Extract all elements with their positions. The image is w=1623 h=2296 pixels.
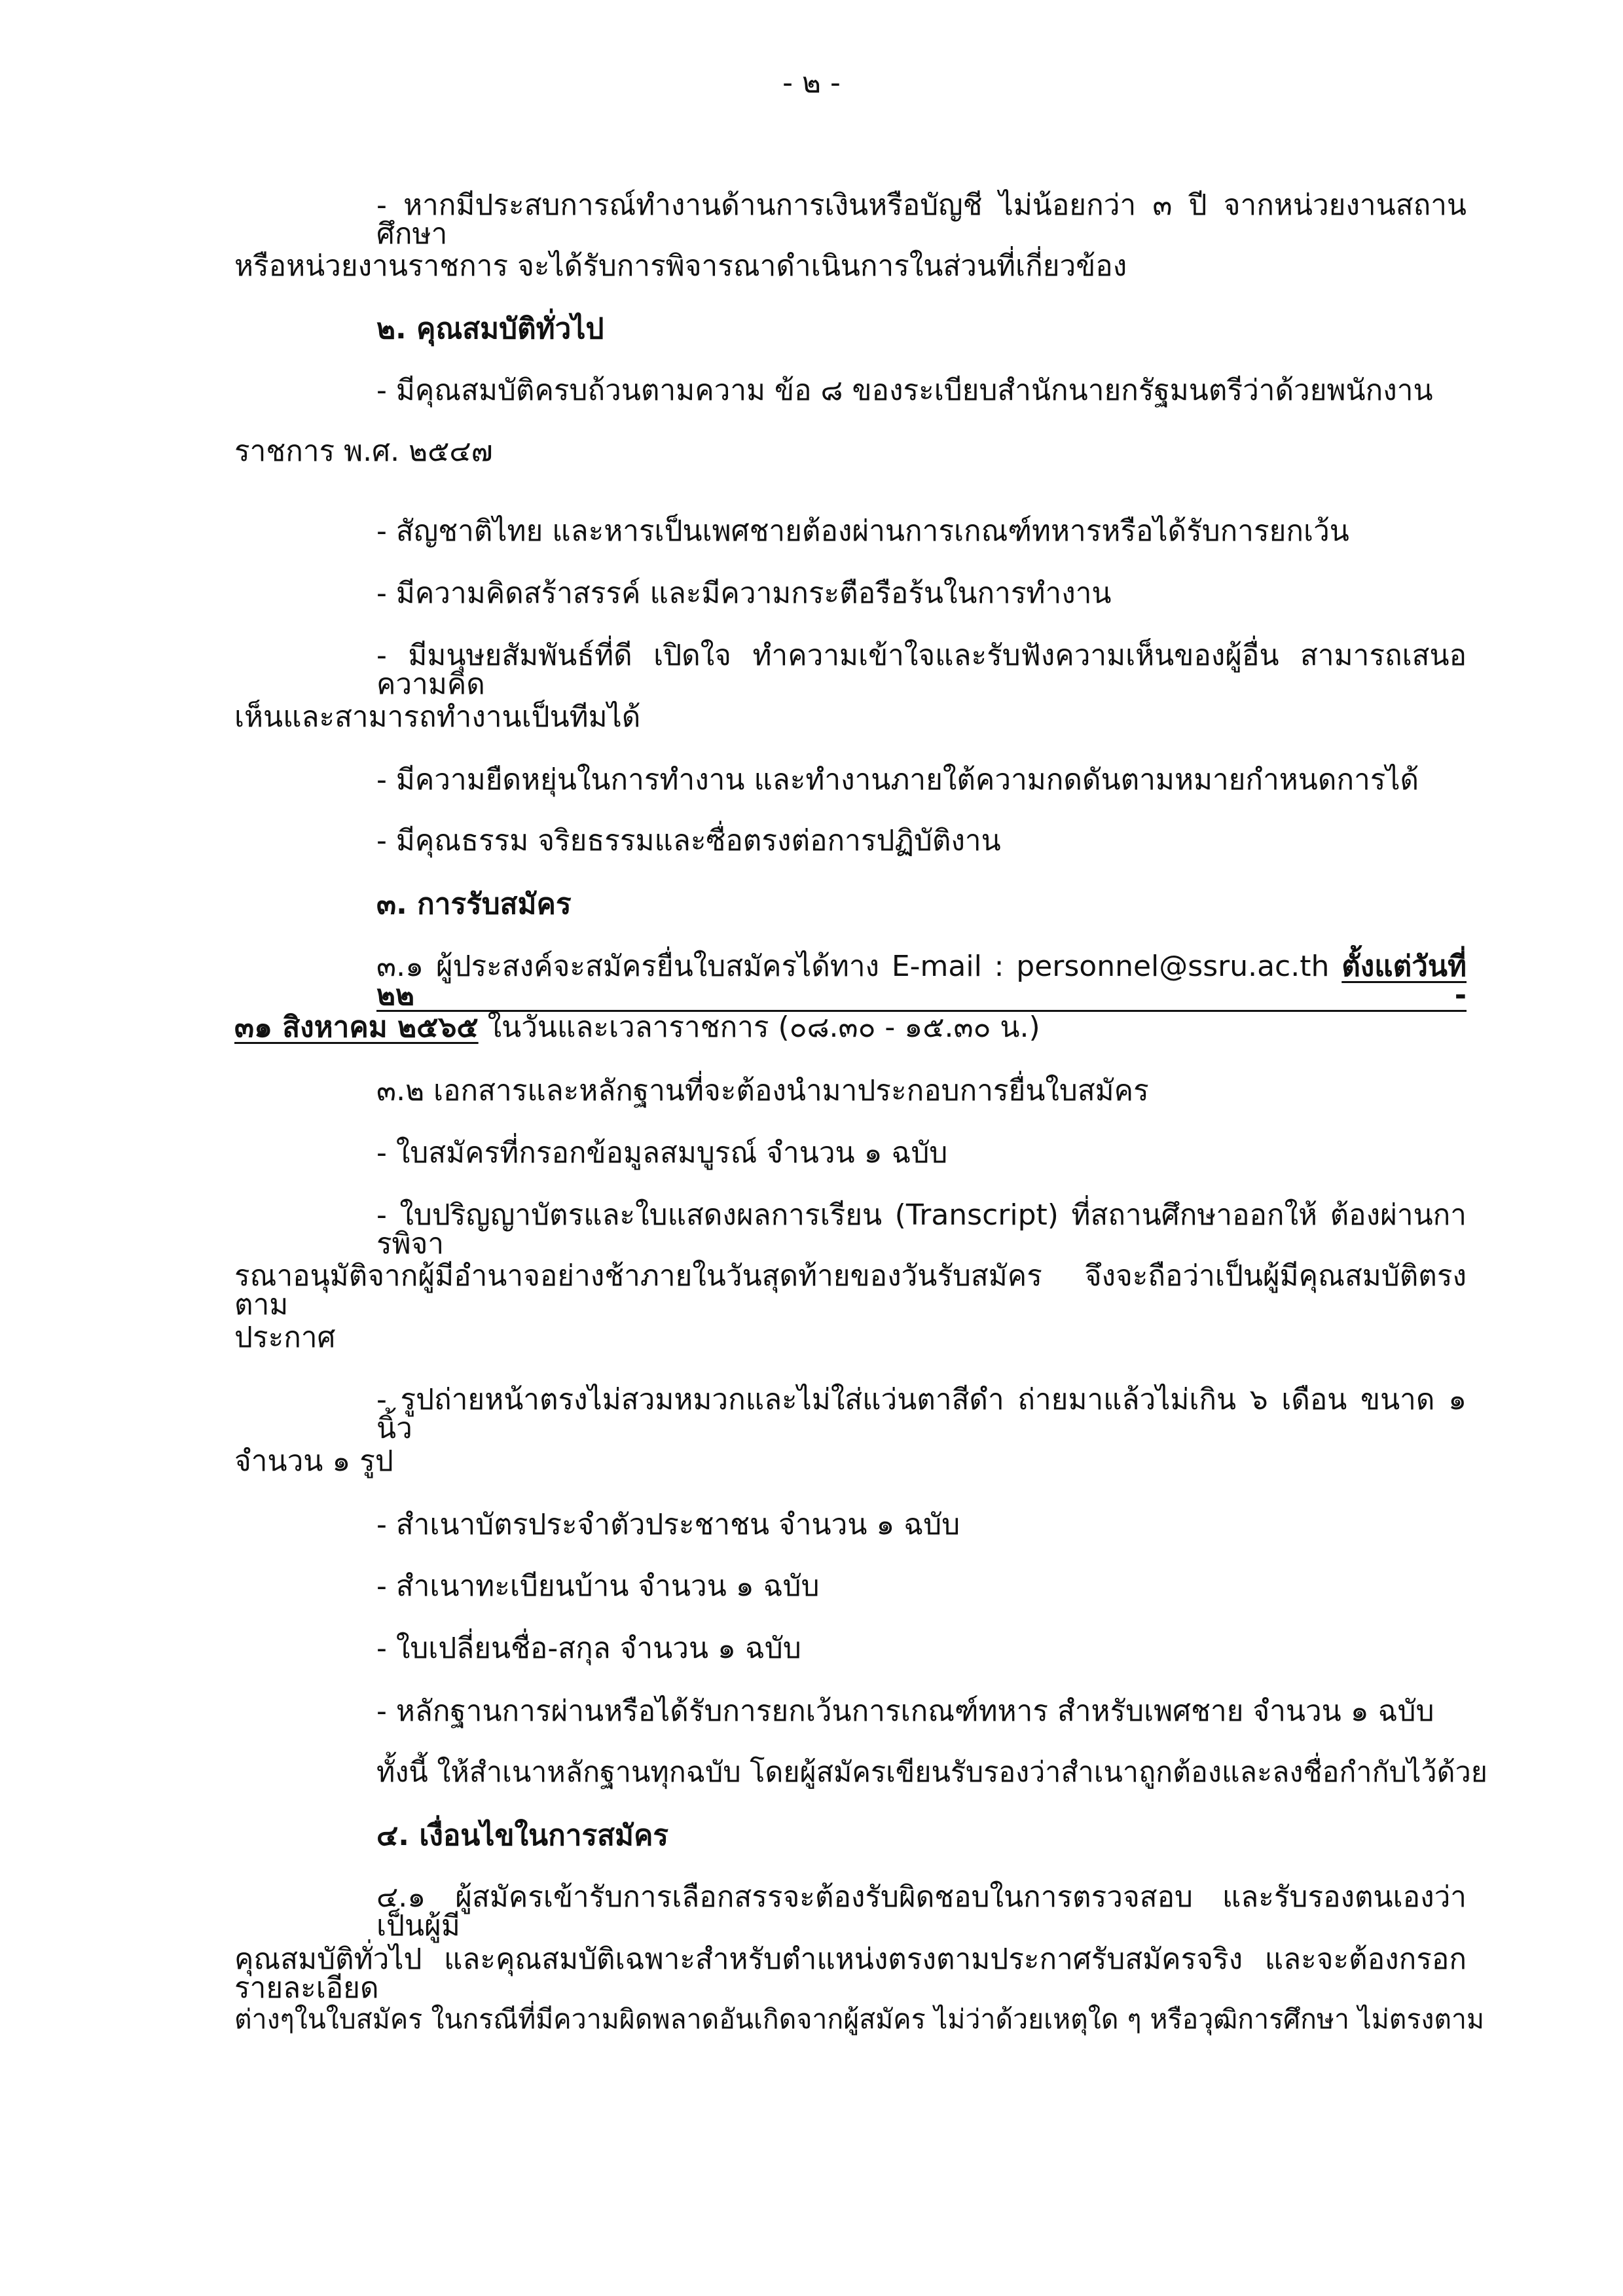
list-item-continuation: ราชการ พ.ศ. ๒๕๔๗ [234,435,493,468]
list-item: - มีความยืดหยุ่นในการทำงาน และทำงานภายใต้ความกดดันตามหมายกำหนดการได้ [376,763,1419,797]
paragraph-line: หรือหน่วยงานราชการ จะได้รับการพิจารณาดำเนินการในส่วนที่เกี่ยวข้อง [234,249,1127,283]
section-heading: ๔. เงื่อนไขในการสมัคร [376,1819,669,1852]
list-item: - สัญชาติไทย และหารเป็นเพศชายต้องผ่านการเกณฑ์ทหารหรือได้รับการยกเว้น [376,514,1349,548]
application-channel-text: ๓.๑ ผู้ประสงค์จะสมัครยื่นใบสมัครได้ทาง E-mail : personnel@ssru.ac.th [376,950,1330,983]
section-heading: ๒. คุณสมบัติทั่วไป [376,312,604,346]
paragraph-line: คุณสมบัติทั่วไป และคุณสมบัติเฉพาะสำหรับตำแหน่งตรงตามประกาศรับสมัครจริง และจะต้องกรอกรายละเอียด [234,1943,1467,2005]
paragraph-line: - หากมีประสบการณ์ทำงานด้านการเงินหรือบัญชี ไม่น้อยกว่า ๓ ปี จากหน่วยงานสถานศึกษา [376,188,1467,251]
list-item: - สำเนาบัตรประจำตัวประชาชน จำนวน ๑ ฉบับ [376,1508,960,1541]
list-item: - หลักฐานการผ่านหรือได้รับการยกเว้นการเกณฑ์ทหาร สำหรับเพศชาย จำนวน ๑ ฉบับ [376,1695,1434,1728]
section-heading: ๓. การรับสมัคร [376,888,572,921]
paragraph-line: ต่างๆในใบสมัคร ในกรณีที่มีความผิดพลาดอันเกิดจากผู้สมัคร ไม่ว่าด้วยเหตุใด ๆ หรือวุฒิการศึกษา ไม่ตรงตาม [234,2003,1485,2035]
list-item-continuation: รณาอนุมัติจากผู้มีอำนาจอย่างช้าภายในวันสุดท้ายของวันรับสมัคร จึงจะถือว่าเป็นผู้มีคุณสมบัติตรงตาม [234,1259,1467,1321]
list-item: - สำเนาทะเบียนบ้าน จำนวน ๑ ฉบับ [376,1570,820,1603]
list-item: - ใบสมัครที่กรอกข้อมูลสมบูรณ์ จำนวน ๑ ฉบับ [376,1136,948,1170]
list-item: - ใบปริญญาบัตรและใบแสดงผลการเรียน (Transcript) ที่สถานศึกษาออกให้ ต้องผ่านการพิจา [376,1198,1467,1261]
list-item-continuation: ประกาศ [234,1321,336,1354]
paragraph-line [234,1013,1040,1042]
list-item: - มีคุณธรรม จริยธรรมและซื่อตรงต่อการปฏิบัติงาน [376,824,1001,857]
list-item: - มีมนุษยสัมพันธ์ที่ดี เปิดใจ ทำความเข้าใจและรับฟังความเห็นของผู้อื่น สามารถเสนอความคิด [376,639,1467,701]
paragraph-line: ๔.๑ ผู้สมัครเข้ารับการเลือกสรรจะต้องรับผิดชอบในการตรวจสอบ และรับรองตนเองว่าเป็นผู้มี [376,1880,1467,1943]
list-item-continuation: เห็นและสามารถทำงานเป็นทีมได้ [234,700,641,734]
list-item-continuation: จำนวน ๑ รูป [234,1444,393,1478]
list-item: - รูปถ่ายหน้าตรงไม่สวมหมวกและไม่ใส่แว่นตาสีดำ ถ่ายมาแล้วไม่เกิน ๖ เดือน ขนาด ๑ นิ้ว [376,1383,1467,1445]
paragraph-line: ทั้งนี้ ให้สำเนาหลักฐานทุกฉบับ โดยผู้สมัครเขียนรับรองว่าสำเนาถูกต้องและลงชื่อกำกับไว้ด้วย [376,1756,1487,1789]
application-period-start: ตั้งแต่วันที่ ๒๒ - [376,950,1467,1012]
office-hours-text: ในวันและเวลาราชการ (๐๘.๓๐ - ๑๕.๓๐ น.) [478,1011,1040,1044]
application-period-end: ๓๑ สิงหาคม ๒๕๖๕ [234,1011,479,1044]
paragraph-line [376,952,1467,1010]
page-number: - ๒ - [782,66,841,99]
paragraph-line: ๓.๒ เอกสารและหลักฐานที่จะต้องนำมาประกอบการยื่นใบสมัคร [376,1074,1149,1107]
list-item: - มีความคิดสร้าสรรค์ และมีความกระตือรือร้นในการทำงาน [376,577,1112,610]
list-item: - มีคุณสมบัติครบถ้วนตามความ ข้อ ๘ ของระเบียบสำนักนายกรัฐมนตรีว่าด้วยพนักงาน [376,374,1433,407]
list-item: - ใบเปลี่ยนชื่อ-สกุล จำนวน ๑ ฉบับ [376,1632,801,1665]
